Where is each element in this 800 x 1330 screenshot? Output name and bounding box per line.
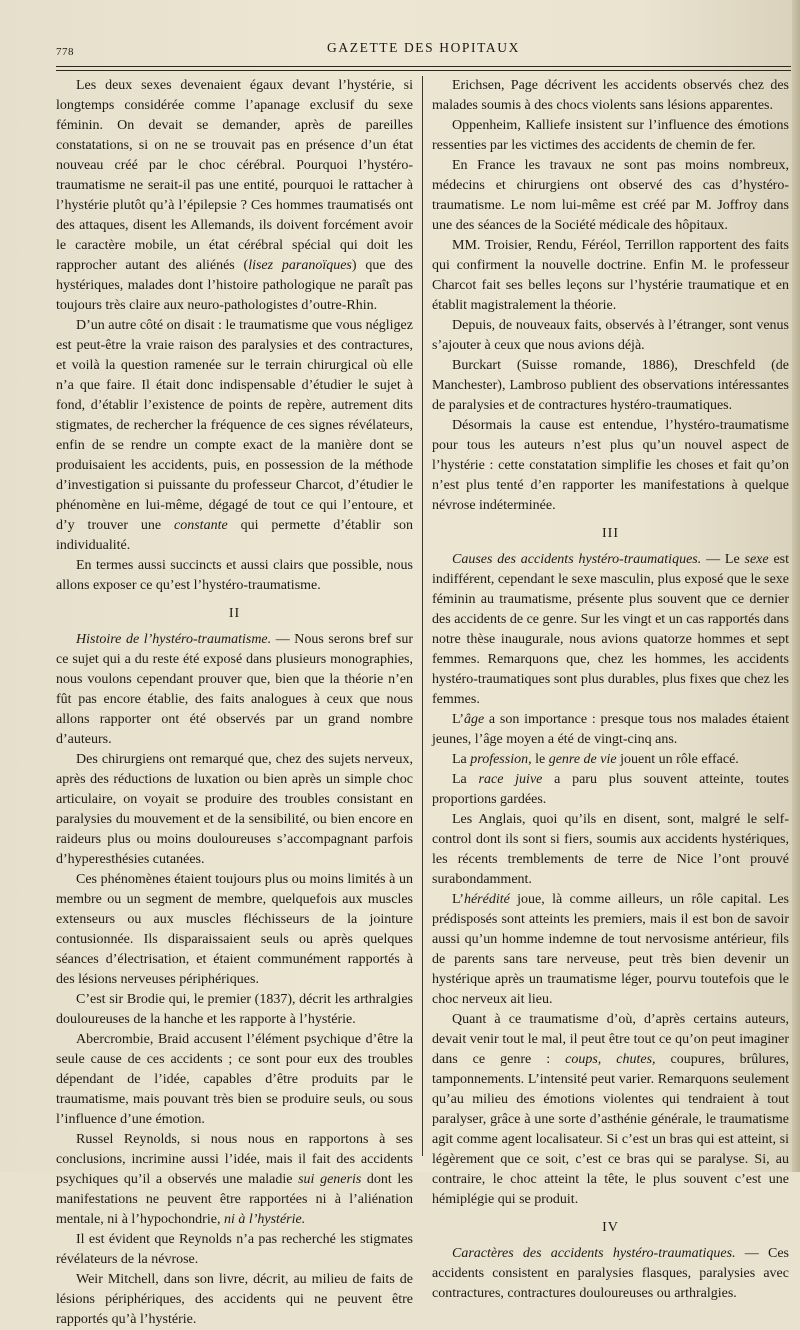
paragraph [432, 890, 789, 1010]
text: joue, là comme ailleurs, un rôle capital. Les prédisposés sont atteints les premiers, mais il est bon de savoir aussi qu’un homme indemne de tout nervosisme antérieur, fils de parents sans tare nerveuse, peut très bien devenir un hystérique après un traumatisme léger, pourvu toutefois que le choc nerveux ait lieu. [432, 892, 789, 1007]
text: L’ [452, 892, 464, 907]
italic-text: coups, chutes, [565, 1052, 656, 1067]
paragraph: Burckart (Suisse romande, 1886), Dreschfeld (de Manchester), Lambroso publient des observations intéressantes de paralysies et de contractures hystéro-traumatiques. [432, 358, 789, 413]
text: dont les manifestations ne peuvent être rapportées ni à l’aliénation mentale, ni à l’hypochondrie, [56, 1172, 413, 1227]
italic-text: profession [470, 752, 529, 767]
text: Russel Reynolds, si nous nous en rapportons à ses conclusions, incrimine aussi l’idée, mais il fait des accidents psychiques qu’il a observés une maladie [56, 1132, 413, 1187]
paragraph: Depuis, de nouveaux faits, observés à l’étranger, sont venus s’ajouter à ceux que nous avions déjà. [432, 318, 789, 353]
text: Quant à ce traumatisme d’où, d’après certains auteurs, devait venir tout le mal, il peut être tout ce qu’on peut imaginer dans ce genre : [432, 1012, 789, 1067]
paragraph: En termes aussi succincts et aussi clairs que possible, nous allons exposer ce qu’est l’hystéro-traumatisme. [56, 558, 413, 593]
paragraph: Ces phénomènes étaient toujours plus ou moins limités à un membre ou un segment de membre, quelquefois aux muscles extenseurs ou aux muscles fléchisseurs de la jointure contusionnée. Ils disparaissaient seuls ou après quelques séances d’électrisation, et étaient communément rapportés à des lésions nerveuses périphériques. [56, 872, 413, 987]
paragraph [432, 750, 789, 770]
text: a son importance : presque tous nos malades étaient jeunes, l’âge moyen a été de vingt-cinq ans. [432, 712, 789, 747]
section-heading: III [602, 526, 619, 541]
text: D’un autre côté on disait : le traumatisme que vous négligez est peut-être la vraie raison des paralysies et des contractures, et voilà la question ramenée sur le terrain chirurgical où elle n’a que faire. Il était donc indispensable d’étudier le sujet à fond, d’établir l’existence de points de repère, autrement dits stigmates, de rechercher la fréquence de ces signes révélateurs, enfin de se rendre un compte exact de la manière dont se produisaient les accidents, puis, en possession de la méthode d’investigation si puissante du professeur Charcot, d’étudier le phénomène en lui-même, dégagé de tout ce qui l’entoure, et d’y trouver une [56, 318, 413, 533]
text: a paru plus souvent atteinte, toutes proportions gardées. [432, 772, 790, 807]
paragraph [432, 1010, 789, 1210]
text: — Nous serons bref sur ce sujet qui a du reste été exposé dans plusieurs monographies, nous voulons cependant prouver que, bien que la théorie n’en fût pas encore établie, des faits analogues à ceux que nous allons rapporter ont été observés par un grand nombre d’auteurs. [56, 632, 413, 747]
italic-text: lisez paranoïques [248, 258, 352, 273]
italic-text: sexe [744, 552, 769, 567]
italic-text: genre de vie [548, 752, 617, 767]
text: jouent un rôle effacé. [616, 752, 739, 767]
paragraph [432, 710, 789, 750]
paragraph: Weir Mitchell, dans son livre, décrit, au milieu de faits de lésions périphériques, des accidents qui ne peuvent être rapportés qu’à l’hystérie. [56, 1272, 413, 1327]
right-column [432, 76, 790, 1301]
paragraph [432, 550, 789, 710]
section-heading: IV [602, 1220, 619, 1235]
paragraph [56, 76, 413, 316]
page-header [56, 36, 791, 58]
text: Les deux sexes devenaient égaux devant l’hystérie, si longtemps considérée comme l’apanage exclusif du sexe féminin. On devait se demander, après de pareilles constatations, si on ne se trouvait pas en présence d’un état nouveau créé par le choc cérébral. Pourquoi l’hystéro-traumatisme ne serait-il pas une entité, pourquoi le rattacher à l’hystérie plutôt qu’à l’épilepsie ? Ces hommes traumatisés ont des attaques, disent les Allemands, ils doivent forcément avoir le caractère mobile, un état cérébral spécial qui doit les rapprocher autant des aliénés ( [56, 78, 413, 273]
section-title: Histoire de l’hystéro-traumatisme. [76, 632, 272, 647]
paragraph [432, 770, 789, 810]
paragraph: Erichsen, Page décrivent les accidents observés chez des malades soumis à des chocs violents sans lésions apparentes. [432, 78, 789, 113]
text: La [452, 752, 471, 767]
italic-text: hérédité [463, 892, 510, 907]
italic-text: race juive [478, 772, 543, 787]
text: est indifférent, cependant le sexe masculin, plus exposé que le sexe féminin au traumatisme, présente plus souvent que ce dernier des accidents de ce genre. Sur les vingt et un cas rapportés dans notre thèse inaugurale, nous avions quatorze hommes et sept femmes. Remarquons que, chez les hommes, les accidents hystéro-traumatiques sont plus durables, plus fixes que chez les femmes. [432, 552, 790, 707]
header-rule-second [56, 70, 791, 71]
paragraph [56, 316, 413, 556]
italic-text: constante [174, 518, 228, 533]
paragraph: C’est sir Brodie qui, le premier (1837), décrit les arthralgies douloureuses de la hanche et les rapporte à l’hystérie. [56, 992, 413, 1027]
paragraph: Des chirurgiens ont remarqué que, chez des sujets nerveux, après des réductions de luxation ou bien après un simple choc articulaire, on voyait se produire des troubles consistant en paralysies du mouvement et de la sensibilité, ou bien encore en raideurs plus ou moins douloureuses s’accompagnant parfois d’hyperesthésies cutanées. [56, 752, 413, 867]
journal-title: GAZETTE DES HOPITAUX [327, 40, 520, 55]
section-title: Caractères des accidents hystéro-traumatiques. [452, 1246, 736, 1261]
section-heading: II [228, 606, 241, 621]
paragraph [56, 630, 413, 750]
left-column [56, 76, 414, 1327]
paragraph: Oppenheim, Kalliefe insistent sur l’influence des émotions ressenties par les victimes des accidents de chemin de fer. [432, 118, 789, 153]
text: ) que des hystériques, malades dont l’histoire pathologique ne paraît pas toujours très claire aux neuro-pathologistes d’outre-Rhin. [56, 258, 414, 313]
italic-text: âge [463, 712, 485, 727]
column-divider [422, 76, 423, 1156]
paragraph: Abercrombie, Braid accusent l’élément psychique d’être la seule cause de ces accidents ; ce sont pour eux des troubles dépendant de l’idée, capables d’être produits par le traumatisme, mais pouvant très bien se produire seuls, ou sous l’influence d’une émotion. [56, 1032, 413, 1127]
text: L’ [452, 712, 464, 727]
header-rule [56, 66, 791, 67]
page-number: 778 [56, 46, 74, 58]
paragraph: Désormais la cause est entendue, l’hystéro-traumatisme pour tous les auteurs n’est plus qu’un nouvel aspect de l’hystérie : cette constatation simplifie les choses et fait qu’on n’est plus tenté d’en rapporter les manifestations à quelque névrose indéterminée. [432, 418, 789, 513]
text: La [452, 772, 479, 787]
text: qui permette d’établir son individualité. [56, 518, 414, 553]
text: coupures, brûlures, tamponnements. L’intensité peut varier. Remarquons seulement qu’au milieu des émotions violentes qui tendraient à tout paralyser, grâce à une sorte d’asthénie générale, le traumatisme agit comme agent localisateur. Si c’est un bras qui est atteint, si légèrement que ce soit, c’est ce bras qui se paralyse. Si, au contraire, le choc atteint la tête, le plus souvent c’est une hémiplégie qui se produit. [432, 1052, 789, 1207]
paragraph: MM. Troisier, Rendu, Féréol, Terrillon rapportent des faits qui confirment la nouvelle doctrine. Enfin M. le professeur Charcot fait ses belles leçons sur l’hystérie traumatique et en établit magistralement la théorie. [432, 238, 789, 313]
paragraph: Il est évident que Reynolds n’a pas recherché les stigmates révélateurs de la névrose. [56, 1232, 413, 1267]
text: — Ces accidents consistent en paralysies flasques, paralysies avec contractures, contractures douloureuses ou arthralgies. [432, 1246, 789, 1301]
text: — Le [701, 552, 745, 567]
paragraph [432, 1244, 789, 1304]
text: , le [528, 752, 549, 767]
italic-text: ni à l’hystérie. [223, 1212, 306, 1227]
paragraph [56, 1130, 413, 1230]
section-title: Causes des accidents hystéro-traumatiques. [452, 552, 702, 567]
page-edge [792, 0, 800, 1172]
italic-text: sui generis [298, 1172, 362, 1187]
paragraph: Les Anglais, quoi qu’ils en disent, sont, malgré le self-control dont ils sont si fiers, soumis aux accidents hystériques, les récents tremblements de terre de Nice l’ont prouvé surabondamment. [432, 812, 789, 887]
paragraph: En France les travaux ne sont pas moins nombreux, médecins et chirurgiens ont observé des cas d’hystéro-traumatisme. Le nom lui-même est créé par M. Joffroy dans une des séances de la Société médicale des hôpitaux. [432, 158, 789, 233]
